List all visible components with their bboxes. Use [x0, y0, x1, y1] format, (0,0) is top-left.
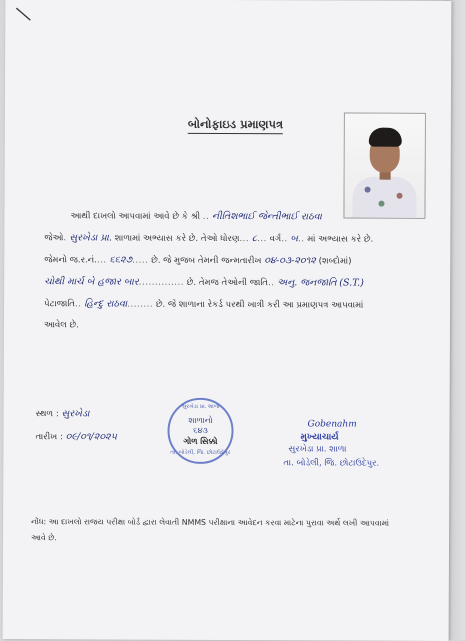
line6-text: આવેલ છે. [43, 320, 79, 331]
school-name: સુરખેડા પ્રા. [69, 232, 112, 244]
signature-school: સુરખેડા પ્રા. શાળા [288, 444, 347, 455]
line2-prefix: જેઓ [44, 233, 64, 244]
student-photo [343, 113, 425, 219]
line2-suffix: માં અભ્યાસ કરે છે. [307, 234, 374, 245]
student-name: નીતિશભાઈ જેન્તીભાઈ રાઠવા [211, 210, 322, 223]
signature-taluka: તા. બોડેલી, જિ. છોટાઉદેપુર. [283, 458, 380, 469]
stamp-line-1: શાળાનો [188, 415, 213, 425]
line3-mid: છે. જે મુજબ તેમની જન્મતારીખ [151, 255, 262, 267]
line1-prefix: આથી દાખલો આપવામાં આવે છે કે શ્રી [70, 211, 201, 222]
school-round-stamp [167, 398, 233, 464]
stamp-line-3: ગોળ સિક્કો [183, 436, 218, 446]
caste-value: અનુ. જનજાતિ [277, 277, 337, 289]
place-value: સુરખેડા [61, 408, 90, 420]
birth-date: ૦૪-૦૩-૨૦૧૨ [264, 255, 316, 267]
pen-mark-icon [15, 7, 31, 21]
principal-signature: Gobenahm [307, 419, 357, 430]
footnote: નોંધ: આ દાખલો રાજય પરીક્ષા બોર્ડ દ્વારા લેવાતી NMMS પરીક્ષાના આવેદન કરવા માટેના પુરાવા અર્થે લખી આપવામાં આવે છે. [31, 517, 390, 543]
birth-date-words: ચોથી માર્ચ બે હજાર બાર [44, 276, 139, 288]
line4-mid: છે. તેમજ તેઓની જાતિ [186, 277, 268, 289]
body-line-6 [44, 320, 414, 340]
line3-suffix: (શબ્દોમાં) [318, 256, 352, 267]
place-label: સ્થળ : [35, 409, 59, 420]
certificate-sheet [3, 0, 452, 641]
certificate-title: બોનોફાઇડ પ્રમાણપત્ર [188, 117, 283, 134]
register-number: ૬૬૨૭ [109, 254, 133, 266]
principal-title: મુખ્યાચાર્ય [300, 432, 339, 443]
subcaste-value: હિન્દુ રાઠવા [84, 298, 128, 310]
body-line-1: આથી દાખલો આપવામાં આવે છે કે શ્રી .. નીતિશભાઈ જેન્તીભાઈ રાઠવા [70, 210, 322, 223]
body-line-5: પેટાજાતિ.. હિન્દુ રાઠવા........ છે. જે શાળાના રેકર્ડ પરથી ખાત્રી કરી આ પ્રમાણપત્ર આપવામાં [44, 298, 364, 311]
body-line-4: ચોથી માર્ચ બે હજાર બાર.............. છે. તેમજ તેઓની જાતિ.. અનુ. જનજાતિ (S.T.) [44, 276, 364, 289]
date-label: તારીખ : [35, 432, 63, 443]
caste-category: (S.T.) [339, 277, 364, 289]
date-value: ૦૯/૦૧/૨૦૨૫ [65, 431, 117, 443]
body-line-3: જેમનો જ.ર.નં.... ૬૬૨૭..... છે. જે મુજબ તેમની જન્મતારીખ ૦૪-૦૩-૨૦૧૨ (શબ્દોમાં) [44, 254, 352, 267]
body-line-2: જેઓ. સુરખેડા પ્રા. શાળામાં અભ્યાસ કરે છે. તેઓ ધોરણ... ૮... વર્ગ.. બ.. માં અભ્યાસ કરે છે. [44, 232, 374, 245]
stamp-ring-top: સુરખેડા પ્રા. શાળા [181, 403, 220, 410]
stamp-ring-bottom: તા. બોડેલી, જિ. છોટાઉદેપુર [170, 449, 231, 457]
division-label: વર્ગ [269, 234, 282, 245]
division-value: બ [290, 233, 299, 245]
line5-prefix: પેટાજાતિ [44, 299, 76, 310]
standard-value: ૮ [251, 233, 258, 245]
line3-prefix: જેમનો જ.ર.નં. [44, 255, 97, 266]
date-row [35, 431, 116, 442]
line5-suffix: છે. જે શાળાના રેકર્ડ પરથી ખાત્રી કરી આ પ્રમાણપત્ર આપવામાં [155, 299, 364, 311]
stamp-number: ૬૪૩ [193, 425, 208, 435]
place-row [36, 408, 90, 419]
line2-mid: શાળામાં અભ્યાસ કરે છે. તેઓ ધોરણ [114, 233, 240, 245]
